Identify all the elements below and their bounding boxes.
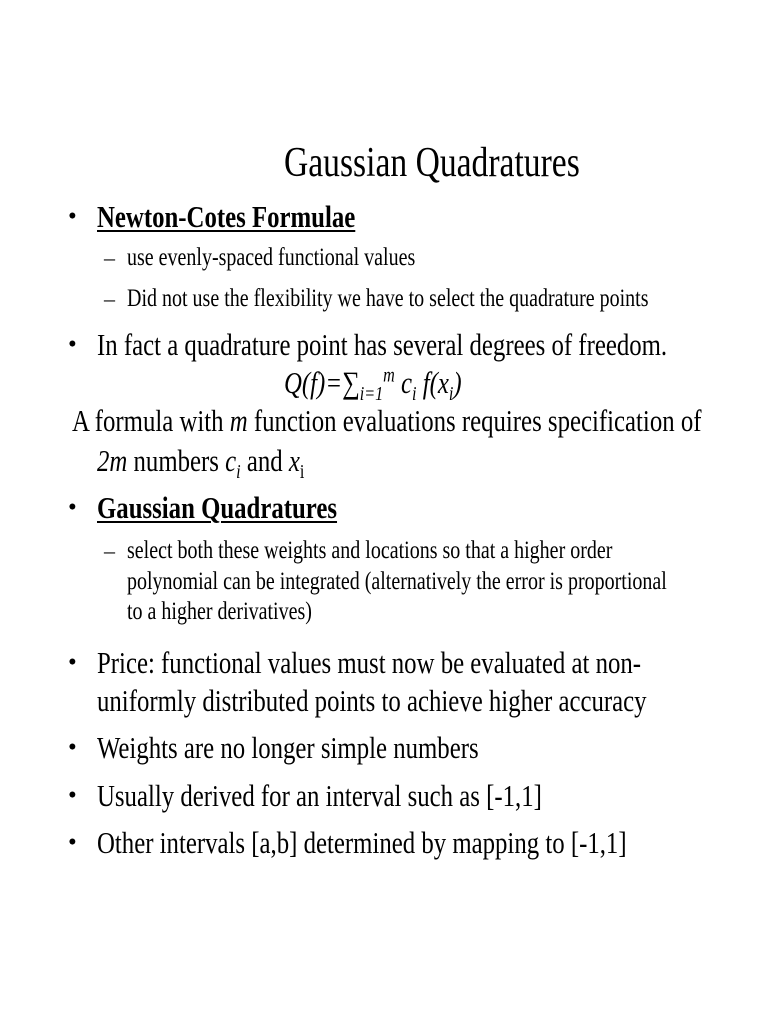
sub-item-flexibility: Did not use the flexibility we have to select the quadrature points <box>127 285 649 312</box>
dash-marker: – <box>104 538 115 563</box>
bullet-interval: Usually derived for an interval such as [-1,1] <box>97 778 542 813</box>
quadrature-formula: $Q(f)=\sum_{i=1}^m$ $c_i$ $f(x_i)$ <box>284 364 462 406</box>
bullet-marker: • <box>68 494 77 521</box>
bullet-marker: • <box>68 203 77 230</box>
bullet-marker: • <box>68 782 77 809</box>
slide-title <box>284 140 654 186</box>
bullet-price-line-2: uniformly distributed points to achieve higher accuracy <box>97 683 647 718</box>
bullet-weights: Weights are no longer simple numbers <box>97 730 479 765</box>
bullet-price-line-1: Price: functional values must now be evaluated at non- <box>97 645 642 680</box>
formula-paragraph-line-2: 2m numbers $c_i$ and $x_i$ <box>97 443 305 484</box>
sub-item-evenly-spaced: use evenly-spaced functional values <box>127 244 416 271</box>
slide-title-text: Gaussian Quadratures <box>284 140 580 186</box>
newton-cotes-heading: Newton-Cotes Formulae <box>97 199 356 234</box>
dash-marker: – <box>104 286 115 311</box>
bullet-newton-cotes <box>97 200 420 234</box>
dash-marker: – <box>104 245 115 270</box>
sub-item-weights-line-3: to a higher derivatives) <box>127 598 312 625</box>
sub-item-weights-line-2: polynomial can be integrated (alternatively the error is proportional <box>127 568 667 595</box>
sub-item-weights-line-1: select both these weights and locations so that a higher order <box>127 537 613 564</box>
bullet-degrees-of-freedom: In fact a quadrature point has several degrees of freedom. <box>97 327 668 362</box>
bullet-other-intervals: Other intervals [a,b] determined by mapping to [-1,1] <box>97 825 627 860</box>
gaussian-quadratures-heading: Gaussian Quadratures <box>97 490 338 525</box>
bullet-marker: • <box>68 829 77 856</box>
formula-paragraph-line-1: A formula with m function evaluations requires specification of <box>72 403 702 438</box>
bullet-marker: • <box>68 649 77 676</box>
bullet-gaussian-quadratures <box>97 491 397 525</box>
bullet-marker: • <box>68 734 77 761</box>
bullet-marker: • <box>68 331 77 358</box>
